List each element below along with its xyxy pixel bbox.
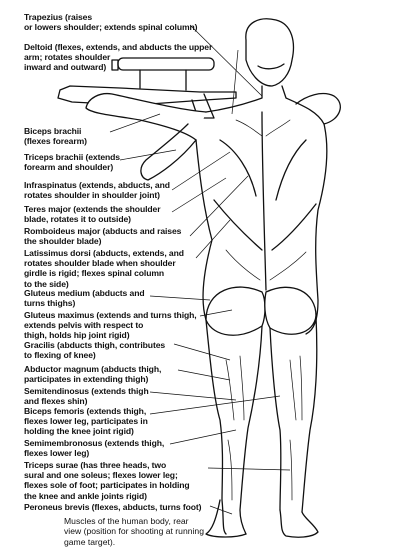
label-triceps-surae: Triceps surae (has three heads, two sural and one soleus; flexes lower leg; flexes sole of foot; participates in holding the knee and ankle joints rigid) — [24, 460, 190, 501]
label-latissimus-dorsi: Latissimus dorsi (abducts, extends, and rotates shoulder blade when shoulder girdle is rigid; flexes spinal column to the side) — [24, 248, 184, 289]
label-biceps-brachii: Biceps brachii (flexes forearm) — [24, 126, 87, 147]
label-gracilis: Gracilis (abducts thigh, contributes to flexing of knee) — [24, 340, 166, 361]
label-biceps-femoris: Biceps femoris (extends thigh, flexes lower leg, participates in holding the knee joint rigid) — [24, 406, 148, 437]
label-gluteus-medium: Gluteus medium (abducts and turns thighs) — [24, 288, 145, 309]
label-triceps-brachii: Triceps brachii (extends forearm and shoulder) — [24, 152, 120, 173]
label-semimembronosus: Semimembronosus (extends thigh, flexes lower leg) — [24, 438, 165, 459]
label-peroneus-brevis: Peroneus brevis (flexes, abducts, turns foot) — [24, 502, 202, 512]
label-deltoid: Deltoid (flexes, extends, and abducts the upper arm; rotates shoulder inward and outward) — [24, 42, 213, 73]
label-abductor-magnum: Abductor magnum (abducts thigh, participates in extending thigh) — [24, 364, 162, 385]
label-gluteus-maximus: Gluteus maximus (extends and turns thigh, extends pelvis with respect to thigh, holds hip joint rigid) — [24, 310, 197, 341]
label-semitendinosus: Semitendinosus (extends thigh and flexes shin) — [24, 386, 149, 407]
label-infraspinatus: Infraspinatus (extends, abducts, and rotates shoulder in shoulder joint) — [24, 180, 170, 201]
label-trapezius: Trapezius (raises or lowers shoulder; extends spinal column) — [24, 12, 198, 33]
label-romboideus-major: Romboideus major (abducts and raises the shoulder blade) — [24, 226, 182, 247]
label-teres-major: Teres major (extends the shoulder blade, rotates it to outside) — [24, 204, 161, 225]
figure-caption: Muscles of the human body, rear view (position for shooting at running game target). — [64, 516, 204, 547]
